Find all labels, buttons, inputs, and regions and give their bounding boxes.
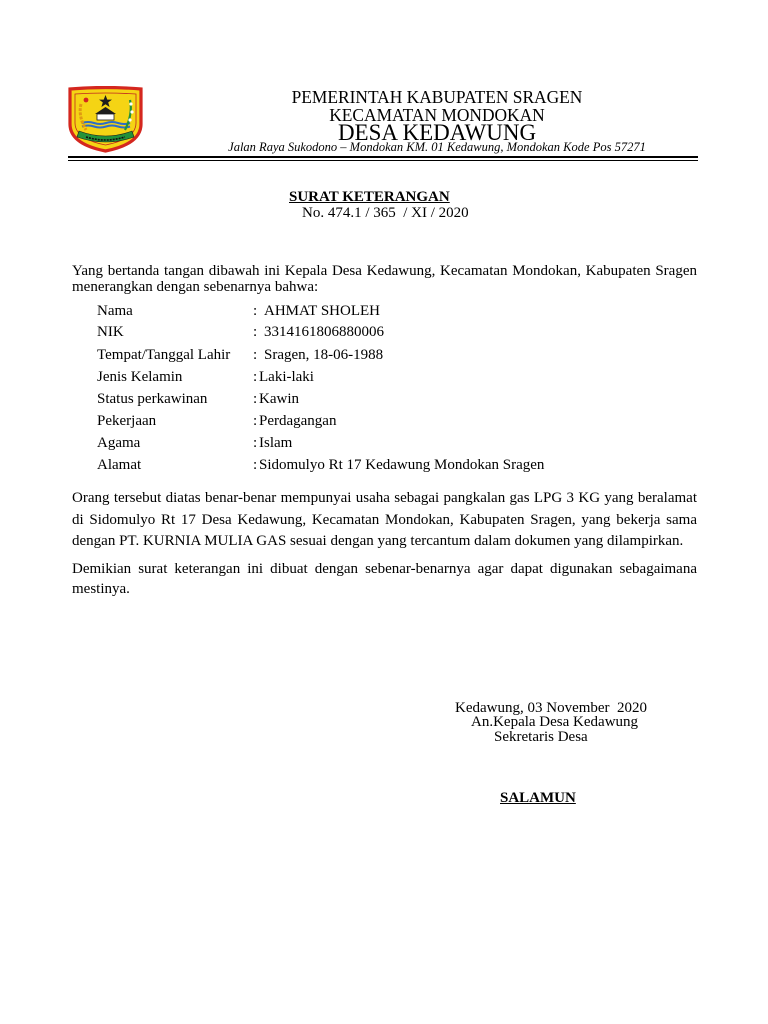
- identity-separator: :: [253, 457, 258, 473]
- sragen-regency-emblem-icon: [68, 86, 143, 153]
- closing-line: mestinya.: [72, 581, 130, 597]
- letterhead-village: DESA KEDAWUNG: [337, 120, 537, 145]
- statement-paragraph: [72, 488, 697, 553]
- identity-label: Alamat: [97, 457, 142, 473]
- identity-label: Nama: [97, 303, 133, 319]
- letterhead-divider: [68, 156, 698, 158]
- signatory-name: SALAMUN: [500, 790, 576, 806]
- document-title: SURAT KETERANGAN: [289, 189, 450, 205]
- identity-value: Sidomulyo Rt 17 Kedawung Mondokan Sragen: [259, 457, 545, 473]
- identity-row-occupation: [0, 412, 768, 430]
- identity-row-religion: [0, 434, 768, 452]
- letterhead-government: PEMERINTAH KABUPATEN SRAGEN: [291, 87, 583, 107]
- identity-label: Agama: [97, 435, 141, 451]
- identity-row-name: [0, 302, 768, 320]
- document-number: No. 474.1 / 365 / XI / 2020: [302, 205, 469, 221]
- letterhead-subdistrict: KECAMATAN MONDOKAN: [329, 105, 545, 125]
- closing-paragraph: [72, 559, 697, 599]
- emblem-cotton-boll: [128, 118, 131, 121]
- identity-row-address: [0, 456, 768, 474]
- identity-value: Perdagangan: [259, 413, 337, 429]
- statement-line: di Sidomulyo Rt 17 Desa Kedawung, Kecamatan Mondokan, Kabupaten Sragen, yang bekerja sama: [72, 511, 697, 528]
- identity-label: Jenis Kelamin: [97, 369, 183, 385]
- identity-label: Status perkawinan: [97, 391, 208, 407]
- identity-separator: :: [253, 413, 258, 429]
- statement-line: dengan PT. KURNIA MULIA GAS sesuai dengan yang tercantum dalam dokumen yang dilampirkan.: [72, 533, 684, 549]
- statement-line: Orang tersebut diatas benar-benar mempunyai usaha sebagai pangkalan gas LPG 3 KG yang beralamat: [72, 490, 697, 506]
- emblem-cotton-boll: [130, 110, 133, 113]
- letterhead-address: Jalan Raya Sukodono – Mondokan KM. 01 Kedawung, Mondokan Kode Pos 57271: [228, 140, 646, 154]
- emblem-graphic: [68, 86, 143, 153]
- signature-place-date: Kedawung, 03 November 2020: [455, 700, 648, 716]
- identity-value: Laki-laki: [259, 369, 314, 385]
- identity-label: NIK: [97, 324, 124, 340]
- identity-separator: :: [253, 391, 258, 407]
- identity-value: Islam: [259, 435, 293, 451]
- letterhead-divider-thin: [68, 160, 698, 161]
- identity-label: Pekerjaan: [97, 413, 157, 429]
- identity-row-birth: [0, 346, 768, 364]
- identity-separator: :: [253, 347, 258, 363]
- identity-row-gender: [0, 368, 768, 386]
- identity-separator: :: [253, 303, 258, 319]
- identity-value: AHMAT SHOLEH: [264, 303, 380, 319]
- identity-value: 3314161806880006: [264, 324, 384, 340]
- identity-row-nik: [0, 323, 768, 341]
- signature-position: Sekretaris Desa: [494, 729, 588, 745]
- identity-separator: :: [253, 369, 258, 385]
- intro-line: Yang bertanda tangan dibawah ini Kepala Desa Kedawung, Kecamatan Mondokan, Kabupaten Sragen: [72, 263, 697, 279]
- identity-value: Kawin: [259, 391, 299, 407]
- identity-separator: :: [253, 324, 258, 340]
- closing-line: Demikian surat keterangan ini dibuat dengan sebenar-benarnya agar dapat digunakan sebagaimana: [72, 561, 697, 577]
- emblem-pendopo-body: [97, 114, 114, 120]
- identity-value: Sragen, 18-06-1988: [264, 347, 384, 363]
- identity-separator: :: [253, 435, 258, 451]
- signature-on-behalf: An.Kepala Desa Kedawung: [471, 714, 639, 730]
- intro-paragraph: [72, 263, 697, 295]
- emblem-red-dot: [84, 98, 89, 103]
- emblem-cotton-boll: [129, 102, 132, 105]
- identity-label: Tempat/Tanggal Lahir: [97, 347, 231, 363]
- identity-row-marital-status: [0, 390, 768, 408]
- intro-line: menerangkan dengan sebenarnya bahwa:: [72, 279, 319, 295]
